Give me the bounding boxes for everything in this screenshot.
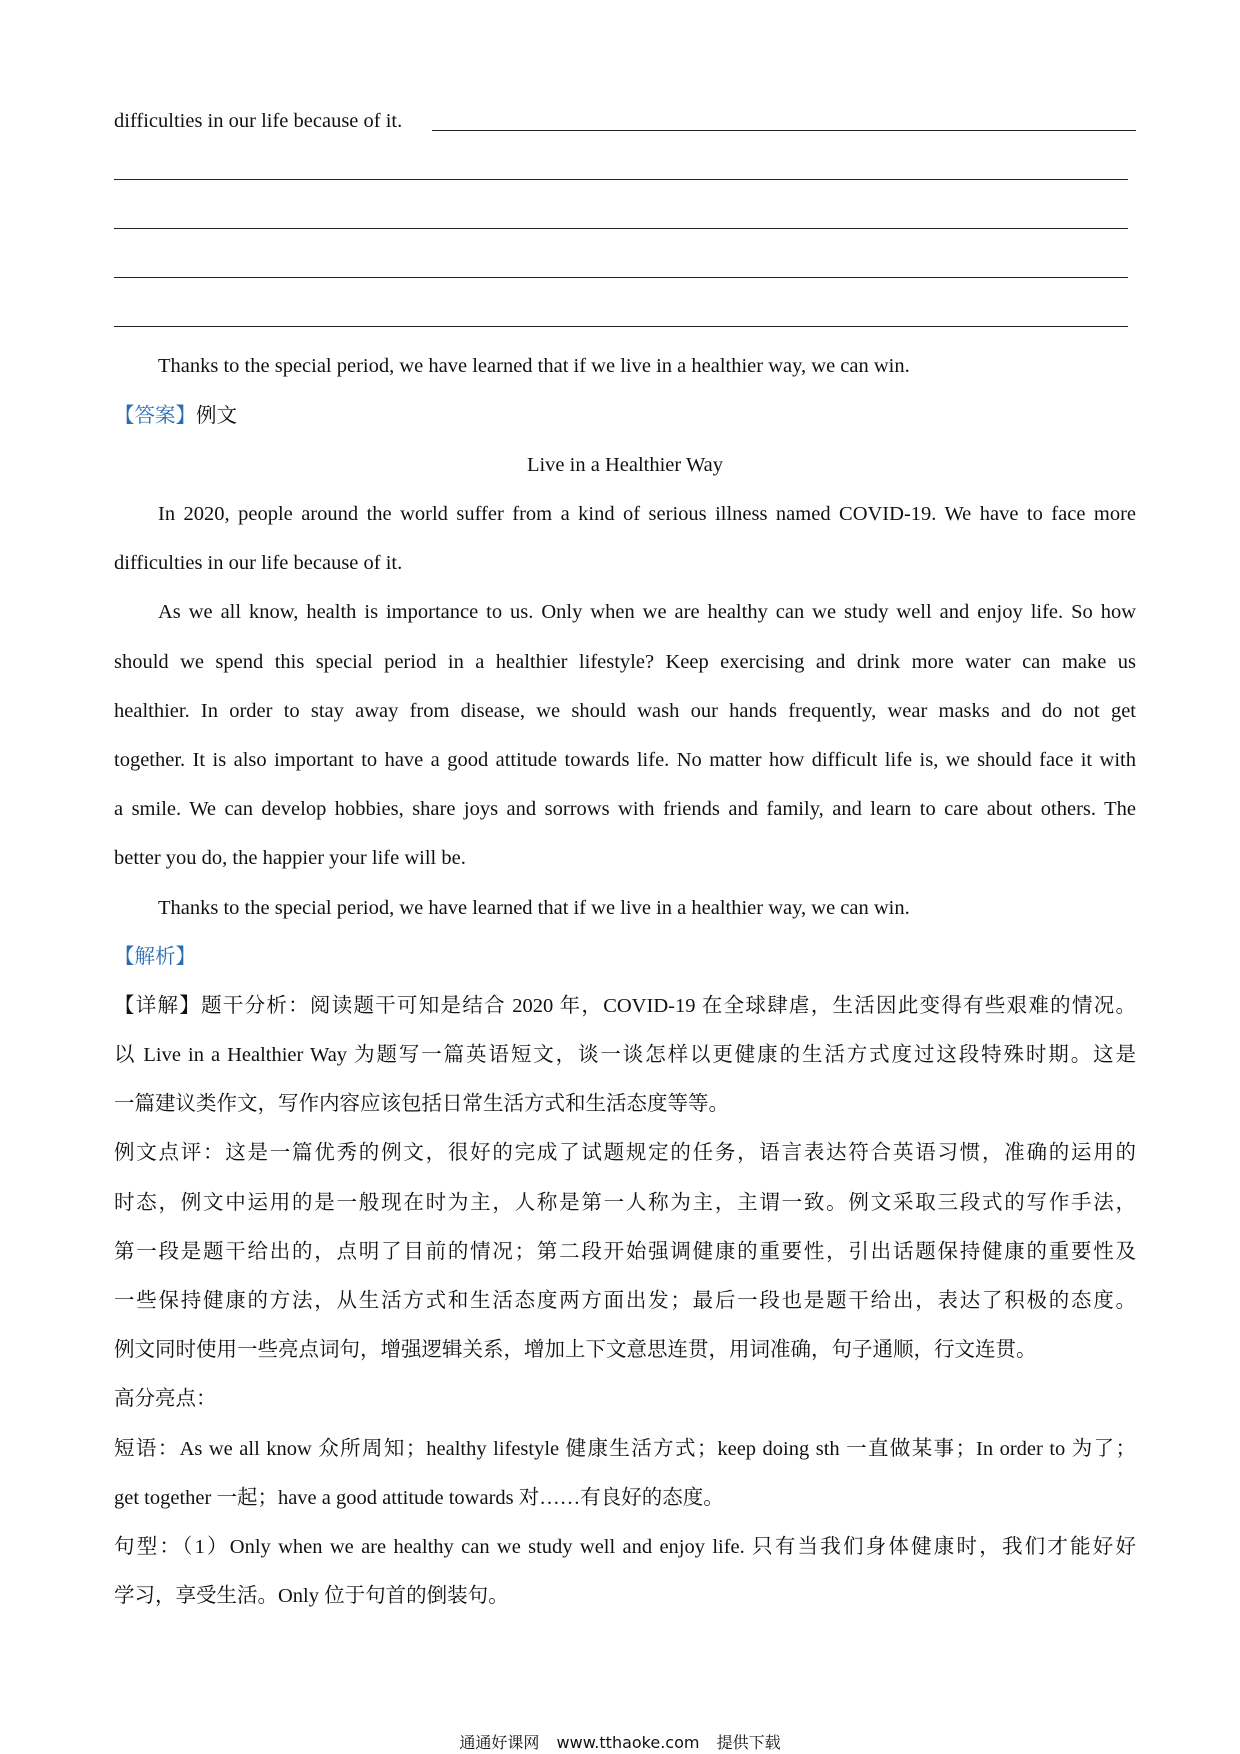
- highlights-heading: 高分亮点：: [114, 1388, 217, 1411]
- answer-line-2: [114, 146, 1136, 195]
- answer-line-1: [114, 97, 1136, 146]
- answer-heading: [114, 392, 1136, 441]
- answer-underline: [114, 326, 1128, 327]
- review-line: 例文点评：这是一篇优秀的例文，很好的完成了试题规定的任务，语言表达符合英语习惯，准确的运用的: [114, 1142, 1136, 1165]
- first-line-text: difficulties in our life because of it.: [114, 109, 403, 132]
- essay-line: better you do, the happier your life will be.: [114, 847, 466, 870]
- answer-underline: [114, 179, 1128, 180]
- page-footer: [0, 1730, 1240, 1753]
- answer-label: 例文: [196, 404, 237, 427]
- analysis-line: 以 Live in a Healthier Way 为题写一篇英语短文，谈一谈怎样以更健康的生活方式度过这段特殊时期。这是: [114, 1044, 1136, 1067]
- document-page: [114, 97, 1136, 1622]
- essay-line: should we spend this special period in a healthier lifestyle? Keep exercising and drink more water can make us: [114, 650, 1136, 673]
- review-line: 第一段是题干给出的，点明了目前的情况；第二段开始强调健康的重要性，引出话题保持健康的重要性及: [114, 1240, 1136, 1263]
- answer-line-3: [114, 195, 1136, 244]
- answer-line-5: [114, 293, 1136, 342]
- analysis-line: 【详解】题干分析：阅读题干可知是结合 2020 年，COVID-19 在全球肆虐，生活因此变得有些艰难的情况。: [114, 994, 1136, 1017]
- review-line: 例文同时使用一些亮点词句，增强逻辑关系，增加上下文意思连贯，用词准确，句子通顺，行文连贯。: [114, 1339, 1037, 1362]
- phrases-line: get together 一起；have a good attitude towards 对……有良好的态度。: [114, 1486, 724, 1509]
- sentence-line: 句型：（1）Only when we are healthy can we study well and enjoy life. 只有当我们身体健康时，我们才能好好: [114, 1535, 1136, 1558]
- answer-line-4: [114, 244, 1136, 293]
- sentence-line: 学习，享受生活。Only 位于句首的倒装句。: [114, 1585, 509, 1608]
- essay-line: In 2020, people around the world suffer from a kind of serious illness named COVID-19. We have to face more: [158, 503, 1136, 525]
- footer-site: 通通好课网: [459, 1733, 540, 1752]
- essay-line: difficulties in our life because of it.: [114, 552, 403, 575]
- essay-title: Live in a Healthier Way: [526, 453, 724, 476]
- essay-line: healthier. In order to stay away from disease, we should wash our hands frequently, wear masks and do not get: [114, 699, 1136, 722]
- essay-line: As we all know, health is importance to us. Only when we are healthy can we study well and enjoy life. So how: [158, 601, 1136, 624]
- answer-underline: [432, 130, 1136, 131]
- footer-url[interactable]: www.tthaoke.com: [556, 1733, 700, 1752]
- answer-underline: [114, 228, 1128, 229]
- essay-line: together. It is also important to have a good attitude towards life. No matter how difficult life is, we should face it with: [114, 748, 1136, 771]
- phrases-line: 短语：As we all know 众所周知；healthy lifestyle 健康生活方式；keep doing sth 一直做某事；In order to 为了；: [114, 1437, 1136, 1460]
- analysis-line: 一篇建议类作文，写作内容应该包括日常生活方式和生活态度等等。: [114, 1093, 729, 1116]
- answer-underline: [114, 277, 1128, 278]
- answer-tag: 【答案】: [114, 404, 196, 427]
- review-line: 一些保持健康的方法，从生活方式和生活态度两方面出发；最后一段也是题干给出，表达了积极的态度。: [114, 1290, 1136, 1312]
- analysis-tag: 【解析】: [114, 945, 196, 968]
- review-line: 时态，例文中运用的是一般现在时为主，人称是第一人称为主，主谓一致。例文采取三段式的写作手法，: [114, 1191, 1136, 1214]
- footer-note: 提供下载: [716, 1733, 781, 1752]
- closing-sentence: Thanks to the special period, we have learned that if we live in a healthier way, we can win.: [158, 355, 910, 378]
- essay-line: a smile. We can develop hobbies, share joys and sorrows with friends and family, and learn to care about others. The: [114, 798, 1136, 821]
- essay-line: Thanks to the special period, we have learned that if we live in a healthier way, we can win.: [158, 896, 910, 919]
